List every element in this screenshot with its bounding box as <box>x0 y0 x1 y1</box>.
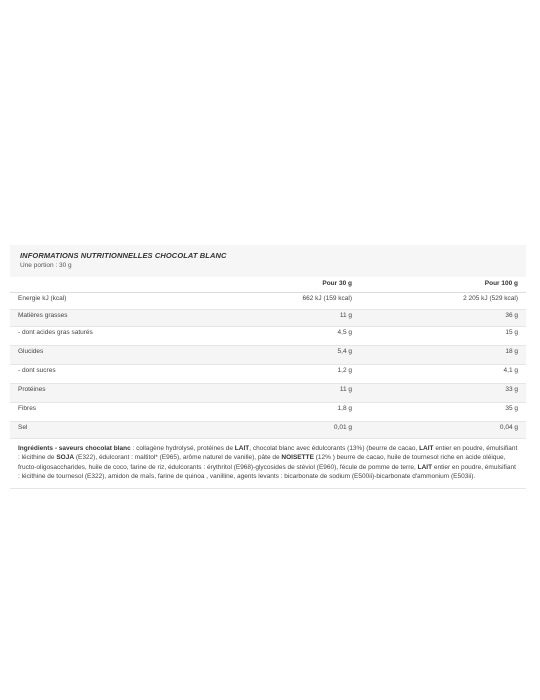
column-header-nutrient <box>10 277 190 293</box>
value-per-100g: 2 205 kJ (529 kcal) <box>463 295 518 302</box>
portion-size: Une portion : 30 g <box>20 262 72 269</box>
column-header-per-30g: Pour 30 g <box>322 280 352 287</box>
nutrient-label: - dont acides gras saturés <box>18 329 93 336</box>
table-header-row <box>10 277 526 293</box>
value-per-30g: 11 g <box>339 386 352 393</box>
value-per-100g: 4,1 g <box>503 367 518 374</box>
value-per-30g: 11 g <box>339 312 352 319</box>
table-row <box>10 346 526 365</box>
nutrient-label: Glucides <box>18 348 44 355</box>
ingredients-segment: : collagène hydrolysé, protéines de <box>130 445 235 452</box>
ingredients-segment: entier en poudre, émulsifiant : lécithine de tournesol (E322), amidon de maïs, farine de quinoa , vanilline, agents levants : bicarbonate de sodium (E500ii)-bicarbonate d'ammonium (E503ii). <box>18 463 516 481</box>
value-per-30g: 1,8 g <box>337 405 352 412</box>
table-row <box>10 310 526 327</box>
value-per-100g: 35 g <box>505 405 518 412</box>
allergen-milk: LAIT <box>419 445 434 452</box>
ingredients-segment: (E322), édulcorant : maltitol* (E965), arôme naturel de vanille), pâte de <box>74 454 282 462</box>
allergen-soy: SOJA <box>56 454 75 462</box>
value-per-30g: 0,01 g <box>333 424 352 431</box>
ingredients-heading: Ingrédients - saveurs chocolat blanc <box>18 445 131 452</box>
table-row <box>10 293 526 310</box>
value-per-100g: 15 g <box>505 329 518 336</box>
ingredients-segment: , chocolat blanc avec édulcorants (13%) (beurre de cacao, <box>249 445 420 452</box>
nutrition-panel <box>10 245 526 489</box>
nutrition-header <box>10 245 526 277</box>
allergen-milk: LAIT <box>234 445 250 452</box>
nutrient-label: Matières grasses <box>18 312 68 319</box>
allergen-milk: LAIT <box>417 463 433 471</box>
column-header-per-100g: Pour 100 g <box>484 280 518 287</box>
nutrient-label: Protéines <box>18 386 46 393</box>
nutrition-title: INFORMATIONS NUTRITIONNELLES CHOCOLAT BLANC <box>20 251 227 260</box>
allergen-hazelnut: NOISETTE <box>281 454 314 462</box>
table-row <box>10 384 526 403</box>
value-per-30g: 1,2 g <box>337 367 352 374</box>
nutrient-label: Fibres <box>18 405 37 412</box>
nutrition-table <box>10 277 526 439</box>
ingredients-text <box>10 439 526 489</box>
table-row <box>10 365 526 384</box>
value-per-100g: 0,04 g <box>499 424 518 431</box>
value-per-30g: 5,4 g <box>337 348 352 355</box>
ingredients-segment: (12% ) beurre de cacao, huile de tournesol riche en acide oléique, fructo-oligosaccharides, huile de coco, farine de riz, édulcorants : érythritol (E968)-glycosides de stéviol (E960), fécule de pomme de terre, <box>18 454 506 471</box>
nutrient-label: - dont sucres <box>18 367 56 374</box>
value-per-30g: 662 kJ (159 kcal) <box>302 295 352 302</box>
nutrient-label: Sel <box>18 424 28 431</box>
value-per-100g: 18 g <box>505 348 518 355</box>
table-row <box>10 403 526 422</box>
value-per-100g: 36 g <box>505 312 518 319</box>
value-per-30g: 4,5 g <box>337 329 352 336</box>
nutrient-label: Energie kJ (kcal) <box>18 295 67 302</box>
table-row <box>10 327 526 346</box>
table-row <box>10 422 526 439</box>
ingredients-segment: entier en poudre, émulsifiant : lécithine de <box>18 445 518 462</box>
value-per-100g: 33 g <box>505 386 518 393</box>
